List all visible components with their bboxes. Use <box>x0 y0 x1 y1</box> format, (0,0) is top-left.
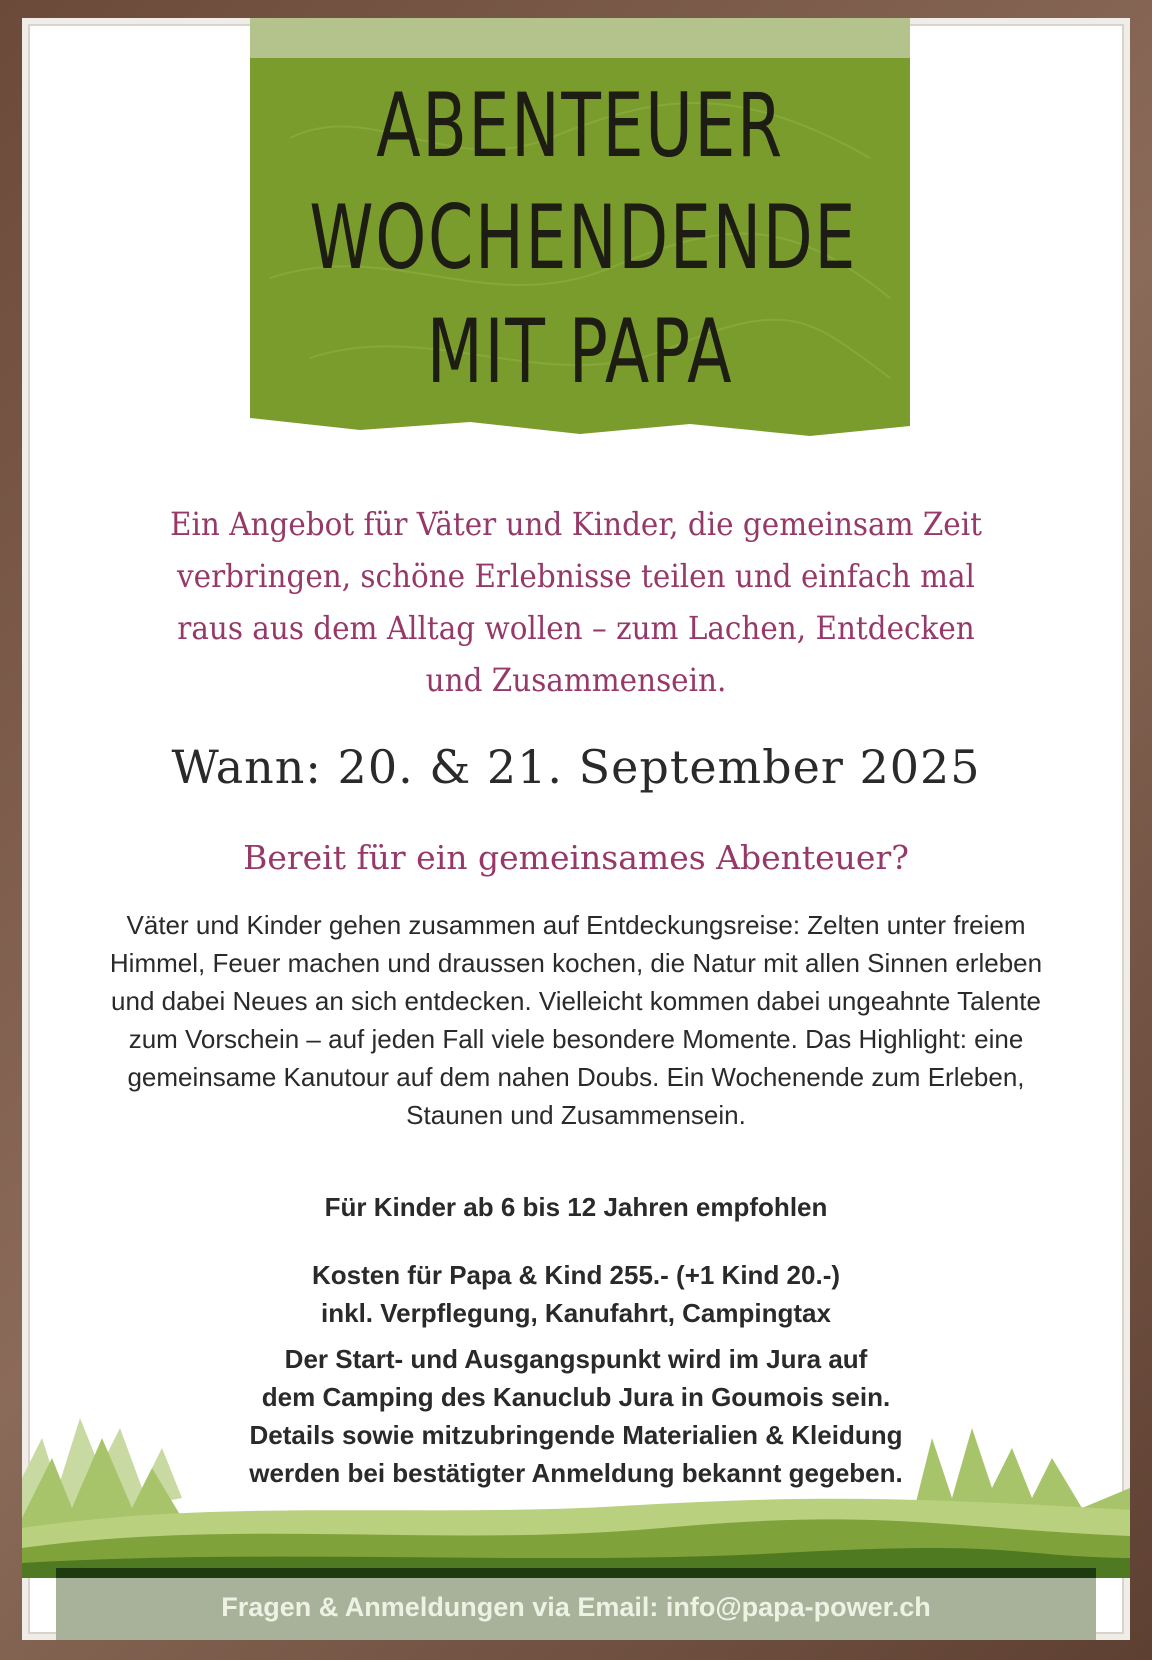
forest-landscape-illustration <box>22 1398 1130 1578</box>
description-text: Väter und Kinder gehen zusammen auf Entdeckungsreise: Zelten unter freiem Himmel, Feuer machen und draussen kochen, die Natur mit allen Sinnen erleben und dabei Neues an sich entdecken. Vielleicht kommen dabei ungeahnte Talente zum Vorschein – auf jeden Fall viele besondere Momente. Das Highlight: eine gemeinsame Kanutour auf dem nahen Doubs. Ein Wochenende zum Erleben, Staunen und Zusammensein. <box>109 910 1043 1130</box>
age-recommendation: Für Kinder ab 6 bis 12 Jahren empfohlen <box>324 1192 828 1222</box>
title-banner <box>250 18 910 450</box>
title-line-2: WOCHENDENDE <box>309 186 858 289</box>
contact-footer: Fragen & Anmeldungen via Email: info@papa-power.ch <box>221 1592 931 1622</box>
event-date: Wann: 20. & 21. September 2025 <box>171 740 981 794</box>
cost-line-2: inkl. Verpflegung, Kanufahrt, Campingtax <box>321 1298 831 1328</box>
details-line-4: werden bei bestätigter Anmeldung bekannt gegeben. <box>249 1458 903 1488</box>
banner-top-strip <box>250 18 910 58</box>
cost-info <box>22 1256 1130 1332</box>
flyer-page <box>22 18 1130 1640</box>
title-line-3: MIT PAPA <box>426 300 734 403</box>
subheading: Bereit für ein gemeinsames Abenteuer? <box>243 838 909 877</box>
title-line-1: ABENTEUER <box>376 74 784 177</box>
details-line-1: Der Start- und Ausgangspunkt wird im Jura auf <box>284 1344 868 1374</box>
details-line-3: Details sowie mitzubringende Materialien & Kleidung <box>249 1420 903 1450</box>
cost-line-1: Kosten für Papa & Kind 255.- (+1 Kind 20.-) <box>311 1260 841 1290</box>
intro-text: Ein Angebot für Väter und Kinder, die gemeinsam Zeit verbringen, schöne Erlebnisse teilen und einfach mal raus aus dem Alltag wollen – zum Lachen, Entdecken und Zusammensein. <box>170 505 982 699</box>
details-line-2: dem Camping des Kanuclub Jura in Goumois sein. <box>261 1382 891 1412</box>
